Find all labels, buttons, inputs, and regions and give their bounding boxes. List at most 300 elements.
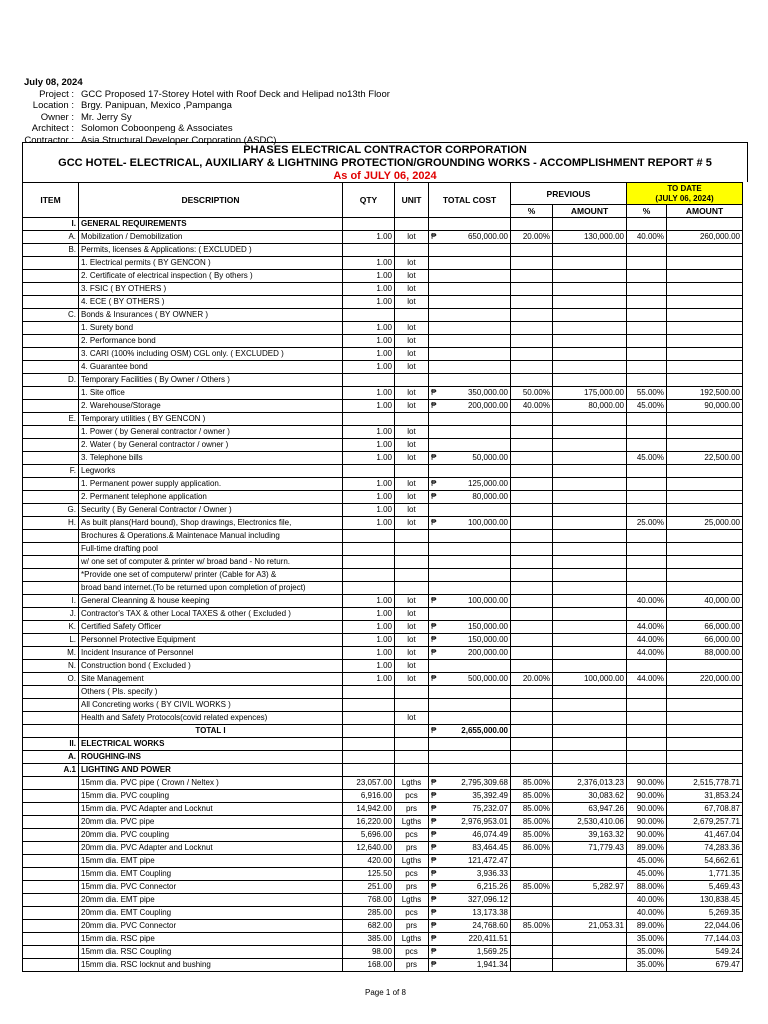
todate-pct-cell [627,504,667,517]
todate-pct-cell [627,491,667,504]
todate-amount-cell: 5,469.43 [667,881,743,894]
prev-amount-cell [553,595,627,608]
prev-pct-cell [511,348,553,361]
prev-amount-cell: 71,779.43 [553,842,627,855]
prev-amount-cell [553,725,627,738]
prev-amount-cell [553,712,627,725]
todate-pct-cell: 90.00% [627,829,667,842]
qty-cell [343,374,395,387]
total-cost-cell: 100,000.00 [439,595,511,608]
description-cell: w/ one set of computer & printer w/ broad band - No return. [79,556,343,569]
table-row [23,894,743,907]
total-cost-cell: 150,000.00 [439,634,511,647]
todate-amount-cell [667,530,743,543]
peso-sign: ₱ [429,959,439,972]
total-cost-cell [439,257,511,270]
peso-sign [429,439,439,452]
prev-pct-cell [511,699,553,712]
unit-cell: lot [395,231,429,244]
col-prev-pct: % [511,205,553,218]
table-row [23,946,743,959]
todate-amount-cell [667,569,743,582]
header-field-label: Location : [32,100,74,111]
prev-pct-cell [511,283,553,296]
unit-cell: Lgths [395,933,429,946]
prev-pct-cell [511,569,553,582]
total-cost-cell: 650,000.00 [439,231,511,244]
qty-cell: 1.00 [343,361,395,374]
table-row [23,595,743,608]
header-field-value: Solomon Coboonpeng & Associates [81,123,233,134]
total-cost-cell [439,556,511,569]
col-prev-amount: AMOUNT [553,205,627,218]
total-cost-cell: 46,074.49 [439,829,511,842]
qty-cell [343,543,395,556]
unit-cell [395,413,429,426]
table-row [23,738,743,751]
prev-amount-cell [553,751,627,764]
peso-sign [429,413,439,426]
item-cell [23,790,79,803]
prev-amount-cell [553,491,627,504]
prev-pct-cell [511,712,553,725]
header-field [24,89,390,101]
table-row [23,270,743,283]
header-field-value: Mr. Jerry Sy [81,111,132,123]
todate-pct-cell: 35.00% [627,946,667,959]
prev-amount-cell [553,543,627,556]
unit-cell: lot [395,647,429,660]
unit-cell: Lgths [395,816,429,829]
item-cell [23,803,79,816]
total-cost-cell: 3,936.33 [439,868,511,881]
peso-sign: ₱ [429,621,439,634]
table-row [23,725,743,738]
todate-pct-cell: 90.00% [627,790,667,803]
description-cell: Brochures & Operations.& Maintenace Manual including [79,530,343,543]
qty-cell: 12,640.00 [343,842,395,855]
table-row [23,660,743,673]
report-header [24,77,390,146]
peso-sign: ₱ [429,595,439,608]
todate-pct-cell: 45.00% [627,855,667,868]
total-cost-cell: 75,232.07 [439,803,511,816]
table-row [23,218,743,231]
total-cost-cell [439,751,511,764]
description-cell: 15mm dia. PVC Adapter and Locknut [79,803,343,816]
description-cell: 3. FSIC ( BY OTHERS ) [79,283,343,296]
col-unit: UNIT [395,183,429,218]
table-row [23,517,743,530]
item-cell: B. [23,244,79,257]
total-cost-cell: 150,000.00 [439,621,511,634]
todate-amount-cell: 88,000.00 [667,647,743,660]
todate-amount-cell [667,660,743,673]
unit-cell: lot [395,608,429,621]
item-cell [23,439,79,452]
total-cost-cell: 2,795,309.68 [439,777,511,790]
item-cell [23,842,79,855]
todate-amount-cell: 5,269.35 [667,907,743,920]
qty-cell: 1.00 [343,322,395,335]
item-cell: M. [23,647,79,660]
todate-amount-cell: 22,500.00 [667,452,743,465]
unit-cell: prs [395,842,429,855]
prev-pct-cell: 85.00% [511,920,553,933]
header-field-label: Owner : [40,111,74,123]
report-date: July 08, 2024 [24,77,83,88]
todate-pct-cell [627,725,667,738]
qty-cell: 5,696.00 [343,829,395,842]
todate-amount-cell [667,335,743,348]
todate-amount-cell: 66,000.00 [667,634,743,647]
description-cell: 2. Performance bond [79,335,343,348]
prev-amount-cell [553,946,627,959]
item-cell [23,257,79,270]
header-field-value: GCC Proposed 17-Storey Hotel with Roof Deck and Helipad no13th Floor [81,88,390,100]
table-row [23,335,743,348]
prev-amount-cell [553,270,627,283]
item-cell: J. [23,608,79,621]
prev-pct-cell [511,335,553,348]
description-cell: Permits, licenses & Applications: ( EXCLUDED ) [79,244,343,257]
peso-sign: ₱ [429,647,439,660]
peso-sign [429,335,439,348]
unit-cell: lot [395,595,429,608]
description-cell: 20mm dia. EMT pipe [79,894,343,907]
unit-cell [395,530,429,543]
item-cell: G. [23,504,79,517]
prev-pct-cell [511,517,553,530]
prev-amount-cell [553,868,627,881]
todate-amount-cell [667,348,743,361]
prev-amount-cell: 30,083.62 [553,790,627,803]
total-cost-cell: 500,000.00 [439,673,511,686]
unit-cell: lot [395,270,429,283]
prev-amount-cell: 21,053.31 [553,920,627,933]
table-row [23,387,743,400]
todate-amount-cell: 220,000.00 [667,673,743,686]
item-cell: K. [23,621,79,634]
unit-cell: lot [395,335,429,348]
todate-pct-cell [627,296,667,309]
todate-pct-cell [627,530,667,543]
unit-cell: lot [395,452,429,465]
prev-amount-cell [553,244,627,257]
unit-cell [395,556,429,569]
description-cell: Security ( By General Contractor / Owner ) [79,504,343,517]
prev-amount-cell [553,894,627,907]
prev-pct-cell [511,309,553,322]
peso-sign: ₱ [429,803,439,816]
todate-pct-cell [627,283,667,296]
table-row [23,777,743,790]
prev-amount-cell [553,907,627,920]
qty-cell: 1.00 [343,660,395,673]
todate-pct-cell [627,751,667,764]
todate-pct-cell: 89.00% [627,920,667,933]
unit-cell [395,699,429,712]
qty-cell [343,738,395,751]
table-row [23,673,743,686]
prev-pct-cell [511,725,553,738]
qty-cell: 1.00 [343,335,395,348]
header-field [24,123,390,135]
item-cell: N. [23,660,79,673]
peso-sign [429,244,439,257]
total-cost-cell: 1,569.25 [439,946,511,959]
peso-sign [429,322,439,335]
todate-amount-cell: 31,853.24 [667,790,743,803]
description-cell: ROUGHING-INS [79,751,343,764]
header-field-label: Architect : [31,123,74,134]
header-field-value: Brgy. Panipuan, Mexico ,Pampanga [81,100,232,111]
peso-sign [429,504,439,517]
peso-sign: ₱ [429,673,439,686]
qty-cell: 1.00 [343,504,395,517]
table-row [23,556,743,569]
qty-cell: 385.00 [343,933,395,946]
prev-pct-cell [511,296,553,309]
qty-cell [343,751,395,764]
qty-cell: 1.00 [343,608,395,621]
prev-amount-cell [553,257,627,270]
description-cell: 2. Certificate of electrical inspection ( By others ) [79,270,343,283]
total-cost-cell [439,686,511,699]
item-cell: E. [23,413,79,426]
prev-pct-cell [511,491,553,504]
todate-pct-cell: 55.00% [627,387,667,400]
total-cost-cell [439,296,511,309]
table-row [23,816,743,829]
todate-amount-cell [667,270,743,283]
prev-amount-cell: 39,163.32 [553,829,627,842]
unit-cell: pcs [395,829,429,842]
total-cost-cell [439,413,511,426]
prev-pct-cell [511,608,553,621]
peso-sign: ₱ [429,842,439,855]
prev-pct-cell [511,361,553,374]
unit-cell [395,218,429,231]
unit-cell: lot [395,361,429,374]
prev-pct-cell [511,504,553,517]
prev-pct-cell [511,530,553,543]
qty-cell: 1.00 [343,517,395,530]
description-cell: 1. Surety bond [79,322,343,335]
total-cost-cell [439,465,511,478]
prev-pct-cell: 85.00% [511,777,553,790]
item-cell: I. [23,218,79,231]
todate-pct-cell [627,582,667,595]
peso-sign [429,348,439,361]
table-row [23,361,743,374]
peso-sign [429,530,439,543]
todate-amount-cell [667,699,743,712]
prev-pct-cell [511,465,553,478]
todate-pct-cell [627,465,667,478]
todate-pct-cell: 45.00% [627,868,667,881]
table-row [23,920,743,933]
total-cost-cell: 125,000.00 [439,478,511,491]
todate-amount-cell: 41,467.04 [667,829,743,842]
description-cell: LIGHTING AND POWER [79,764,343,777]
report-title-box [22,142,748,182]
peso-sign [429,608,439,621]
unit-cell [395,764,429,777]
qty-cell [343,413,395,426]
unit-cell: lot [395,322,429,335]
item-cell [23,530,79,543]
prev-amount-cell: 2,530,410.06 [553,816,627,829]
peso-sign [429,569,439,582]
item-cell [23,478,79,491]
prev-pct-cell: 85.00% [511,816,553,829]
total-cost-cell: 50,000.00 [439,452,511,465]
prev-pct-cell [511,738,553,751]
description-cell: 20mm dia. PVC coupling [79,829,343,842]
todate-pct-cell [627,374,667,387]
todate-pct-cell: 90.00% [627,777,667,790]
prev-amount-cell [553,738,627,751]
table-row [23,283,743,296]
unit-cell [395,751,429,764]
qty-cell: 768.00 [343,894,395,907]
qty-cell: 1.00 [343,621,395,634]
table-row [23,569,743,582]
todate-pct-cell [627,543,667,556]
total-cost-cell: 24,768.60 [439,920,511,933]
todate-amount-cell [667,283,743,296]
peso-sign: ₱ [429,894,439,907]
total-cost-cell: 220,411.51 [439,933,511,946]
prev-amount-cell [553,374,627,387]
prev-pct-cell [511,478,553,491]
unit-cell [395,569,429,582]
prev-pct-cell [511,907,553,920]
qty-cell [343,309,395,322]
qty-cell: 1.00 [343,426,395,439]
prev-pct-cell: 40.00% [511,400,553,413]
table-row [23,309,743,322]
unit-cell [395,374,429,387]
unit-cell: pcs [395,790,429,803]
peso-sign [429,712,439,725]
prev-pct-cell [511,322,553,335]
prev-pct-cell: 85.00% [511,790,553,803]
prev-amount-cell [553,569,627,582]
qty-cell: 1.00 [343,283,395,296]
qty-cell: 23,057.00 [343,777,395,790]
prev-pct-cell [511,374,553,387]
description-cell: Personnel Protective Equipment [79,634,343,647]
description-cell: 1. Permanent power supply application. [79,478,343,491]
item-cell [23,920,79,933]
prev-pct-cell [511,257,553,270]
description-cell: 15mm dia. PVC Connector [79,881,343,894]
prev-pct-cell [511,582,553,595]
qty-cell: 168.00 [343,959,395,972]
prev-amount-cell [553,582,627,595]
peso-sign [429,270,439,283]
todate-pct-cell: 88.00% [627,881,667,894]
peso-sign: ₱ [429,725,439,738]
qty-cell [343,530,395,543]
table-row [23,634,743,647]
table-row [23,621,743,634]
qty-cell: 16,220.00 [343,816,395,829]
table-row [23,413,743,426]
unit-cell: lot [395,257,429,270]
item-cell [23,868,79,881]
todate-amount-cell [667,322,743,335]
todate-pct-cell [627,322,667,335]
prev-amount-cell [553,218,627,231]
todate-amount-cell: 90,000.00 [667,400,743,413]
qty-cell [343,582,395,595]
table-row [23,764,743,777]
total-cost-cell [439,582,511,595]
item-cell [23,322,79,335]
prev-pct-cell [511,647,553,660]
qty-cell: 1.00 [343,348,395,361]
company-name: PHASES ELECTRICAL CONTRACTOR CORPORATION [243,144,527,156]
todate-pct-cell: 40.00% [627,907,667,920]
qty-cell [343,569,395,582]
item-cell [23,686,79,699]
todate-pct-cell [627,556,667,569]
table-row [23,686,743,699]
description-cell: 2. Permanent telephone application [79,491,343,504]
todate-amount-cell: 66,000.00 [667,621,743,634]
qty-cell [343,764,395,777]
unit-cell [395,686,429,699]
prev-amount-cell [553,660,627,673]
todate-amount-cell [667,543,743,556]
peso-sign: ₱ [429,517,439,530]
peso-sign [429,309,439,322]
peso-sign: ₱ [429,816,439,829]
todate-amount-cell: 2,679,257.71 [667,816,743,829]
description-cell: broad band internet.(To be returned upon completion of project) [79,582,343,595]
unit-cell: lot [395,400,429,413]
unit-cell: prs [395,803,429,816]
table-row [23,296,743,309]
todate-amount-cell [667,712,743,725]
todate-pct-cell: 89.00% [627,842,667,855]
item-cell [23,712,79,725]
prev-pct-cell [511,543,553,556]
todate-amount-cell: 679.47 [667,959,743,972]
qty-cell [343,465,395,478]
qty-cell: 125.50 [343,868,395,881]
total-cost-cell: 327,096.12 [439,894,511,907]
item-cell: O. [23,673,79,686]
todate-amount-cell: 2,515,778.71 [667,777,743,790]
total-cost-cell [439,244,511,257]
unit-cell: lot [395,712,429,725]
prev-pct-cell [511,894,553,907]
todate-pct-cell [627,309,667,322]
total-cost-cell: 83,464.45 [439,842,511,855]
peso-sign [429,751,439,764]
prev-pct-cell [511,621,553,634]
prev-amount-cell [553,361,627,374]
table-row [23,933,743,946]
todate-pct-cell [627,413,667,426]
qty-cell: 14,942.00 [343,803,395,816]
item-cell [23,543,79,556]
qty-cell: 1.00 [343,491,395,504]
